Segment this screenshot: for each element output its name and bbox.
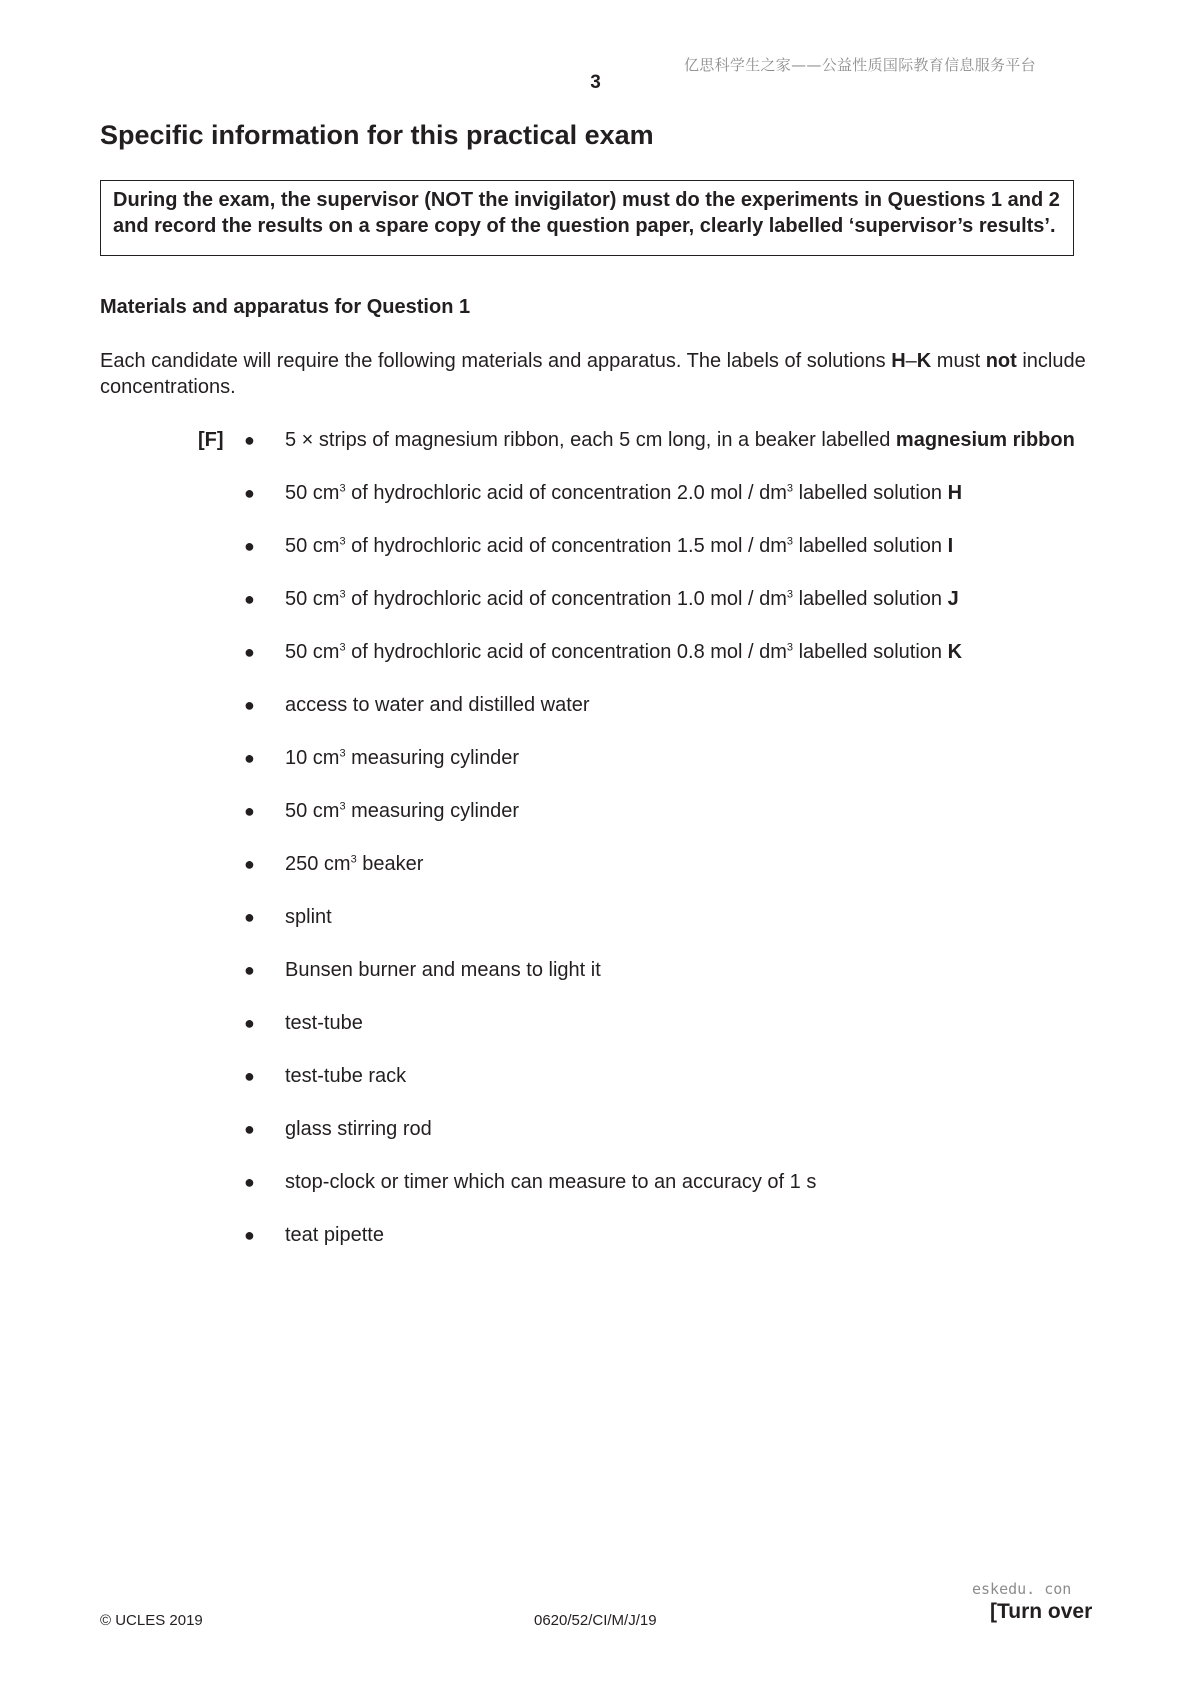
item-text-main: of hydrochloric acid of concentration 2.0 mol / dm	[345, 482, 787, 504]
intro-text-1: Each candidate will require the following materials and apparatus. The labels of solutions	[100, 350, 892, 372]
intro-dash: –	[905, 350, 917, 372]
item-superscript: 3	[339, 588, 346, 601]
bullet-icon: ●	[244, 1066, 255, 1086]
item-text	[285, 480, 1099, 506]
list-item	[0, 957, 1191, 983]
item-text-bold: magnesium ribbon	[895, 429, 1075, 451]
item-superscript: 3	[339, 641, 346, 654]
bullet-icon: ●	[244, 1013, 255, 1033]
list-item	[0, 904, 1191, 930]
item-text: teat pipette	[285, 1224, 384, 1246]
item-text-label: labelled solution	[793, 535, 948, 557]
bullet-icon: ●	[244, 1119, 255, 1139]
item-superscript: 3	[339, 800, 346, 813]
page-number: 3	[590, 72, 601, 93]
item-text-main: measuring cylinder	[345, 747, 520, 769]
item-text-bold: I	[947, 535, 954, 557]
bullet-icon: ●	[244, 748, 255, 768]
item-text-main: measuring cylinder	[345, 800, 520, 822]
list-item	[0, 851, 1191, 877]
list-item	[0, 586, 1191, 612]
watermark-text-top: 亿思科学生之家——公益性质国际教育信息服务平台	[684, 56, 1036, 74]
item-superscript: 3	[786, 482, 794, 495]
bullet-icon: ●	[244, 483, 255, 503]
item-text	[285, 427, 1099, 453]
section-heading: Materials and apparatus for Question 1	[100, 296, 471, 318]
supervisor-notice-box	[100, 180, 1074, 256]
page-title: Specific information for this practical exam	[100, 120, 654, 150]
list-item	[0, 427, 1191, 453]
supervisor-notice-text: During the exam, the supervisor (NOT the invigilator) must do the experiments in Questions 1 and 2 and record the results on a spare copy of the question paper, clearly labelled ‘supervisor’s results’.	[113, 189, 1060, 237]
list-item	[0, 745, 1191, 771]
list-item	[0, 639, 1191, 665]
item-text	[285, 586, 1099, 612]
intro-text-2: must	[931, 350, 986, 372]
list-item	[0, 1169, 1191, 1195]
bullet-icon: ●	[244, 589, 255, 609]
item-superscript: 3	[339, 535, 346, 548]
list-item	[0, 798, 1191, 824]
item-superscript: 3	[786, 588, 794, 601]
intro-paragraph	[100, 348, 1100, 400]
paper-code: 0620/52/CI/M/J/19	[534, 1612, 657, 1629]
bullet-icon: ●	[244, 801, 255, 821]
item-text	[285, 745, 1099, 771]
list-item	[0, 1010, 1191, 1036]
bullet-icon: ●	[244, 430, 255, 450]
watermark-text-bottom: eskedu. con	[972, 1580, 1072, 1598]
item-tag: [F]	[198, 429, 224, 451]
item-text	[285, 851, 1099, 877]
item-text: stop-clock or timer which can measure to an accuracy of 1 s	[285, 1171, 817, 1193]
intro-not: not	[985, 350, 1017, 372]
item-text	[285, 639, 1099, 665]
item-superscript: 3	[339, 482, 346, 495]
item-text-main: beaker	[356, 853, 424, 875]
item-text-main: of hydrochloric acid of concentration 1.0 mol / dm	[345, 588, 787, 610]
list-item	[0, 1116, 1191, 1142]
item-text-quantity: 50 cm	[285, 800, 340, 822]
item-text-quantity: 50 cm	[285, 641, 340, 663]
item-text-quantity: 50 cm	[285, 482, 340, 504]
bullet-icon: ●	[244, 1225, 255, 1245]
intro-solution-k: K	[916, 350, 932, 372]
item-superscript: 3	[339, 747, 346, 760]
item-text: access to water and distilled water	[285, 694, 590, 716]
materials-list	[0, 427, 1191, 1275]
copyright-notice: © UCLES 2019	[100, 1612, 203, 1629]
list-item	[0, 480, 1191, 506]
item-text-label: labelled solution	[793, 641, 948, 663]
bullet-icon: ●	[244, 695, 255, 715]
item-text	[285, 533, 1099, 559]
intro-solution-h: H	[891, 350, 906, 372]
list-item	[0, 533, 1191, 559]
item-text-label: labelled solution	[793, 588, 948, 610]
item-text: test-tube rack	[285, 1065, 407, 1087]
item-superscript: 3	[350, 853, 357, 866]
item-text-quantity: 50 cm	[285, 588, 340, 610]
list-item	[0, 1222, 1191, 1248]
turn-over-label: [Turn over	[990, 1600, 1093, 1623]
item-superscript: 3	[786, 535, 794, 548]
item-text: Bunsen burner and means to light it	[285, 959, 601, 981]
item-text-quantity: 10 cm	[285, 747, 340, 769]
bullet-icon: ●	[244, 960, 255, 980]
item-text-bold: K	[947, 641, 963, 663]
item-text: splint	[285, 906, 332, 928]
item-text: test-tube	[285, 1012, 363, 1034]
item-superscript: 3	[786, 641, 794, 654]
bullet-icon: ●	[244, 536, 255, 556]
item-text-bold: H	[947, 482, 963, 504]
item-text-main: of hydrochloric acid of concentration 0.8 mol / dm	[345, 641, 787, 663]
item-text-main: of hydrochloric acid of concentration 1.5 mol / dm	[345, 535, 787, 557]
item-text: glass stirring rod	[285, 1118, 432, 1140]
bullet-icon: ●	[244, 907, 255, 927]
list-item	[0, 1063, 1191, 1089]
item-text	[285, 798, 1099, 824]
bullet-icon: ●	[244, 642, 255, 662]
item-text-bold: J	[947, 588, 959, 610]
item-text-quantity: 250 cm	[285, 853, 351, 875]
item-text-label: labelled solution	[793, 482, 948, 504]
bullet-icon: ●	[244, 854, 255, 874]
item-text-quantity: 50 cm	[285, 535, 340, 557]
bullet-icon: ●	[244, 1172, 255, 1192]
intro-text-3: include concentrations.	[100, 350, 1086, 398]
item-text-main: 5 × strips of magnesium ribbon, each 5 cm long, in a beaker labelled	[285, 429, 896, 451]
list-item	[0, 692, 1191, 718]
